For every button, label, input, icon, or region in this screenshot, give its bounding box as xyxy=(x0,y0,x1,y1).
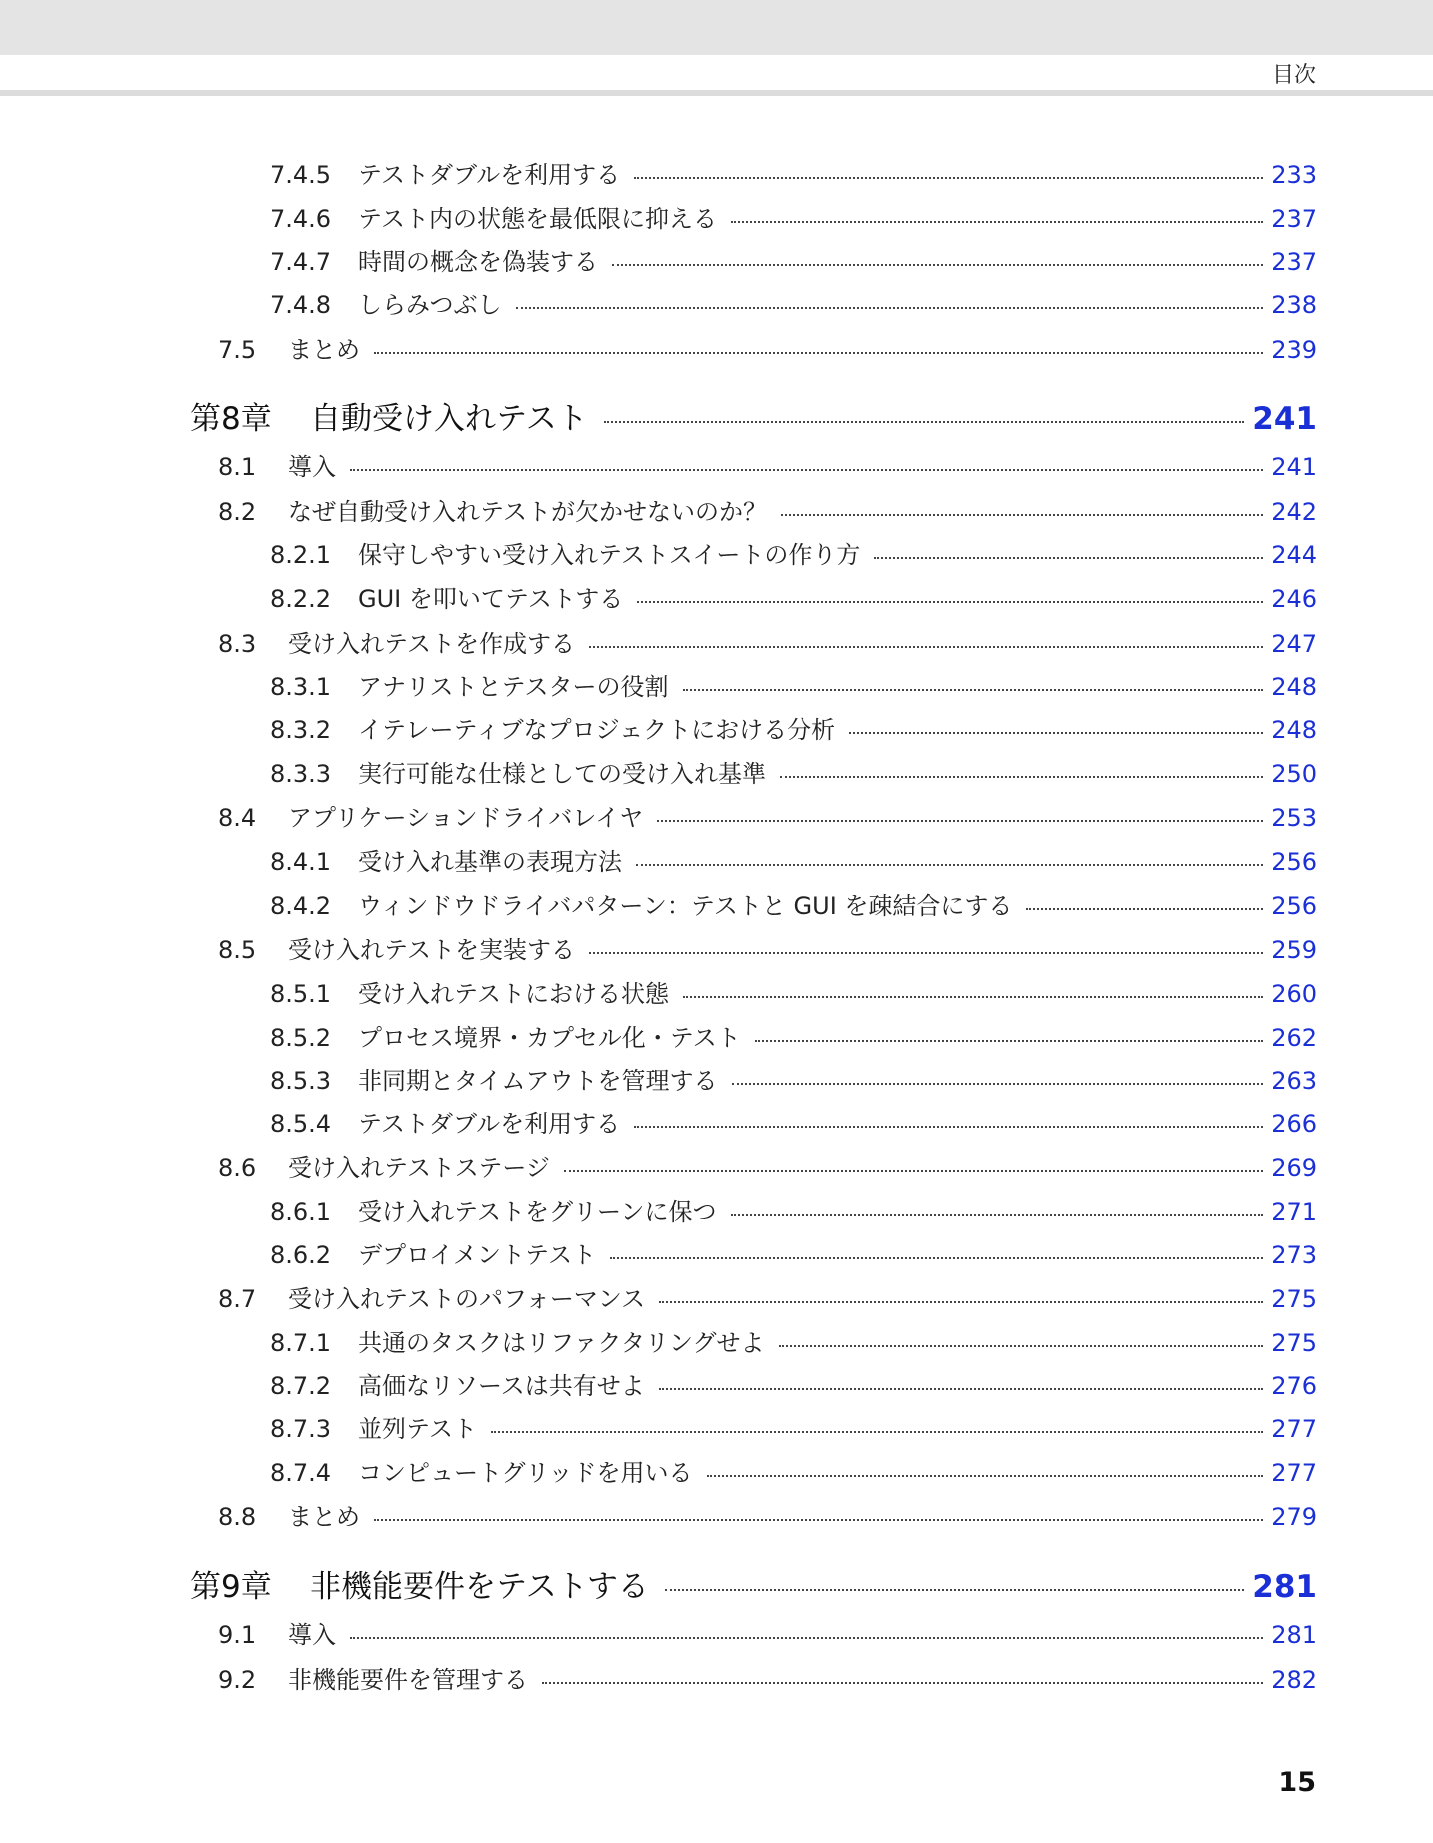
section-title: アナリストとテスターの役割 xyxy=(358,673,669,701)
toc-chapter-entry[interactable] xyxy=(190,393,1317,438)
toc-entry[interactable] xyxy=(270,1366,1317,1401)
leader-dots xyxy=(564,1170,1263,1172)
section-title: なぜ自動受け入れテストが欠かせないのか？ xyxy=(288,498,768,526)
page-reference: 281 xyxy=(1252,1569,1317,1605)
toc-entry[interactable] xyxy=(218,930,1317,965)
section-title: しらみつぶし xyxy=(358,291,502,319)
leader-dots xyxy=(732,1083,1264,1085)
page-reference: 273 xyxy=(1271,1241,1317,1269)
toc-entry[interactable] xyxy=(270,1453,1317,1488)
leader-dots xyxy=(731,1214,1264,1216)
leader-dots xyxy=(589,646,1263,648)
section-title: 受け入れテストのパフォーマンス xyxy=(288,1285,646,1313)
section-title: 受け入れテストを実装する xyxy=(288,936,576,964)
page-reference: 239 xyxy=(1271,336,1317,364)
leader-dots xyxy=(657,820,1263,822)
section-number: 8.2.1 xyxy=(270,541,332,569)
section-number: 7.4.6 xyxy=(270,205,332,233)
toc-entry[interactable] xyxy=(270,710,1317,745)
section-title: 時間の概念を偽装する xyxy=(358,248,598,276)
section-number: 8.1 xyxy=(218,453,257,481)
section-title: デプロイメントテスト xyxy=(358,1241,597,1269)
toc-entry[interactable] xyxy=(270,1409,1317,1444)
header-rule xyxy=(0,90,1433,96)
section-number: 9.1 xyxy=(218,1621,257,1649)
section-number: 8.6 xyxy=(218,1154,257,1182)
section-title: 共通のタスクはリファクタリングせよ xyxy=(358,1329,765,1357)
page-reference: 238 xyxy=(1271,291,1317,319)
section-number: 7.5 xyxy=(218,336,257,364)
leader-dots xyxy=(612,264,1263,266)
toc-entry[interactable] xyxy=(218,447,1317,482)
toc-entry[interactable] xyxy=(218,330,1317,365)
page-reference: 247 xyxy=(1271,630,1317,658)
section-number: 8.4.2 xyxy=(270,892,332,920)
page-reference: 282 xyxy=(1271,1666,1317,1694)
section-number: 8.3 xyxy=(218,630,257,658)
page-reference: 233 xyxy=(1271,161,1317,189)
leader-dots xyxy=(1026,908,1263,910)
section-title: 実行可能な仕様としての受け入れ基準 xyxy=(358,760,766,788)
page-reference: 241 xyxy=(1252,401,1317,437)
section-number: 8.8 xyxy=(218,1503,257,1531)
page-reference: 271 xyxy=(1271,1198,1317,1226)
section-number: 8.4 xyxy=(218,804,257,832)
section-title: 導入 xyxy=(288,1621,336,1649)
section-title: テストダブルを利用する xyxy=(358,1110,621,1138)
section-number: 8.5 xyxy=(218,936,257,964)
page-reference: 248 xyxy=(1271,716,1317,744)
leader-dots xyxy=(350,469,1263,471)
leader-dots xyxy=(604,421,1245,423)
leader-dots xyxy=(781,514,1263,516)
page-reference: 277 xyxy=(1271,1415,1317,1443)
toc-entry[interactable] xyxy=(270,1192,1317,1227)
leader-dots xyxy=(634,177,1263,179)
page-reference: 260 xyxy=(1271,980,1317,1008)
section-number: 8.5.4 xyxy=(270,1110,332,1138)
leader-dots xyxy=(516,307,1264,309)
section-number: 8.4.1 xyxy=(270,848,332,876)
section-title: プロセス境界・カプセル化・テスト xyxy=(358,1024,741,1052)
section-number: 8.7.4 xyxy=(270,1459,332,1487)
page-reference: 275 xyxy=(1271,1329,1317,1357)
toc-entry[interactable] xyxy=(270,1018,1317,1053)
page-reference: 276 xyxy=(1271,1372,1317,1400)
chapter-number: 第9章 xyxy=(190,1569,272,1605)
header-band xyxy=(0,0,1433,55)
page-reference: 275 xyxy=(1271,1285,1317,1313)
toc-entry[interactable] xyxy=(270,1323,1317,1358)
leader-dots xyxy=(659,1301,1263,1303)
page-reference: 277 xyxy=(1271,1459,1317,1487)
section-title: ウィンドウドライバパターン：テストと GUI を疎結合にする xyxy=(358,892,1013,920)
section-title: 受け入れテストを作成する xyxy=(288,630,576,658)
section-number: 7.4.5 xyxy=(270,161,332,189)
toc-entry[interactable] xyxy=(270,1061,1317,1096)
section-title: 高価なリソースは共有せよ xyxy=(358,1372,645,1400)
toc-entry[interactable] xyxy=(218,1279,1317,1314)
page-reference: 241 xyxy=(1271,453,1317,481)
section-number: 8.7.1 xyxy=(270,1329,332,1357)
section-number: 7.4.7 xyxy=(270,248,332,276)
toc-entry[interactable] xyxy=(270,242,1317,277)
page-reference: 259 xyxy=(1271,936,1317,964)
leader-dots xyxy=(350,1637,1263,1639)
section-number: 8.7 xyxy=(218,1285,257,1313)
section-title: テストダブルを利用する xyxy=(358,161,621,189)
section-title: 並列テスト xyxy=(358,1415,478,1443)
leader-dots xyxy=(665,1589,1244,1591)
section-title: まとめ xyxy=(288,336,360,364)
chapter-number: 第8章 xyxy=(190,401,272,437)
chapter-title: 自動受け入れテスト xyxy=(310,401,588,437)
page-reference: 269 xyxy=(1271,1154,1317,1182)
page-reference: 250 xyxy=(1271,760,1317,788)
toc-entry[interactable] xyxy=(270,199,1317,234)
page-reference: 237 xyxy=(1271,248,1317,276)
leader-dots xyxy=(707,1475,1264,1477)
page-reference: 266 xyxy=(1271,1110,1317,1138)
section-number: 8.7.2 xyxy=(270,1372,332,1400)
toc-entry[interactable] xyxy=(218,624,1317,659)
leader-dots xyxy=(683,689,1264,691)
section-title: 導入 xyxy=(288,453,336,481)
toc-entry[interactable] xyxy=(218,1497,1317,1532)
leader-dots xyxy=(542,1682,1263,1684)
section-number: 8.3.3 xyxy=(270,760,332,788)
toc-entry[interactable] xyxy=(270,535,1317,570)
section-title: 保守しやすい受け入れテストスイートの作り方 xyxy=(358,541,861,569)
section-title: 非機能要件を管理する xyxy=(288,1666,528,1694)
page-reference: 256 xyxy=(1271,892,1317,920)
leader-dots xyxy=(634,1126,1263,1128)
toc-entry[interactable] xyxy=(270,886,1317,921)
section-title: 受け入れテストにおける状態 xyxy=(358,980,670,1008)
toc-entry[interactable] xyxy=(270,579,1317,614)
page-reference: 253 xyxy=(1271,804,1317,832)
leader-dots xyxy=(731,221,1263,223)
section-title: 受け入れテストステージ xyxy=(288,1154,550,1182)
leader-dots xyxy=(610,1257,1263,1259)
section-number: 8.5.2 xyxy=(270,1024,332,1052)
section-number: 8.5.3 xyxy=(270,1067,332,1095)
section-number: 8.7.3 xyxy=(270,1415,332,1443)
leader-dots xyxy=(374,352,1263,354)
leader-dots xyxy=(589,952,1263,954)
page-number: 15 xyxy=(1278,1767,1316,1798)
toc-entry[interactable] xyxy=(218,1148,1317,1183)
section-number: 8.3.2 xyxy=(270,716,332,744)
section-title: GUI を叩いてテストする xyxy=(358,585,624,613)
section-number: 8.6.1 xyxy=(270,1198,332,1226)
leader-dots xyxy=(491,1431,1263,1433)
toc-entry[interactable] xyxy=(270,155,1317,190)
section-number: 9.2 xyxy=(218,1666,257,1694)
page-reference: 248 xyxy=(1271,673,1317,701)
leader-dots xyxy=(849,732,1263,734)
page-reference: 256 xyxy=(1271,848,1317,876)
toc-entry[interactable] xyxy=(270,1235,1317,1270)
section-number: 8.2 xyxy=(218,498,257,526)
running-header: 目次 xyxy=(1271,63,1316,88)
leader-dots xyxy=(779,1345,1264,1347)
section-title: 受け入れテストをグリーンに保つ xyxy=(358,1198,717,1226)
section-title: まとめ xyxy=(288,1503,360,1531)
section-number: 8.6.2 xyxy=(270,1241,332,1269)
leader-dots xyxy=(874,557,1263,559)
leader-dots xyxy=(659,1388,1263,1390)
page-reference: 246 xyxy=(1271,585,1317,613)
page-reference: 281 xyxy=(1271,1621,1317,1649)
toc-entry[interactable] xyxy=(270,1104,1317,1139)
section-title: コンピュートグリッドを用いる xyxy=(358,1459,693,1487)
section-title: テスト内の状態を最低限に抑える xyxy=(358,205,718,233)
leader-dots xyxy=(683,996,1263,998)
toc-entry[interactable] xyxy=(218,492,1317,527)
toc-entry[interactable] xyxy=(218,798,1317,833)
leader-dots xyxy=(636,864,1263,866)
leader-dots xyxy=(780,776,1263,778)
page-reference: 262 xyxy=(1271,1024,1317,1052)
leader-dots xyxy=(637,601,1263,603)
toc-entry[interactable] xyxy=(270,285,1317,320)
chapter-title: 非機能要件をテストする xyxy=(310,1569,649,1605)
toc-entry[interactable] xyxy=(270,667,1317,702)
section-number: 8.3.1 xyxy=(270,673,332,701)
section-title: アプリケーションドライバレイヤ xyxy=(288,804,644,832)
section-title: 受け入れ基準の表現方法 xyxy=(358,848,622,876)
section-number: 8.2.2 xyxy=(270,585,332,613)
toc-chapter-entry[interactable] xyxy=(190,1561,1317,1606)
section-title: イテレーティブなプロジェクトにおける分析 xyxy=(358,716,836,744)
toc-entry[interactable] xyxy=(270,974,1317,1009)
page-reference: 279 xyxy=(1271,1503,1317,1531)
section-title: 非同期とタイムアウトを管理する xyxy=(358,1067,718,1095)
leader-dots xyxy=(374,1519,1263,1521)
section-number: 7.4.8 xyxy=(270,291,332,319)
section-number: 8.5.1 xyxy=(270,980,332,1008)
toc-entry[interactable] xyxy=(270,842,1317,877)
leader-dots xyxy=(755,1040,1263,1042)
page-reference: 244 xyxy=(1271,541,1317,569)
toc-entry[interactable] xyxy=(270,754,1317,789)
toc-entry[interactable] xyxy=(218,1660,1317,1695)
page-reference: 242 xyxy=(1271,498,1317,526)
page-reference: 237 xyxy=(1271,205,1317,233)
toc-entry[interactable] xyxy=(218,1615,1317,1650)
page-reference: 263 xyxy=(1271,1067,1317,1095)
